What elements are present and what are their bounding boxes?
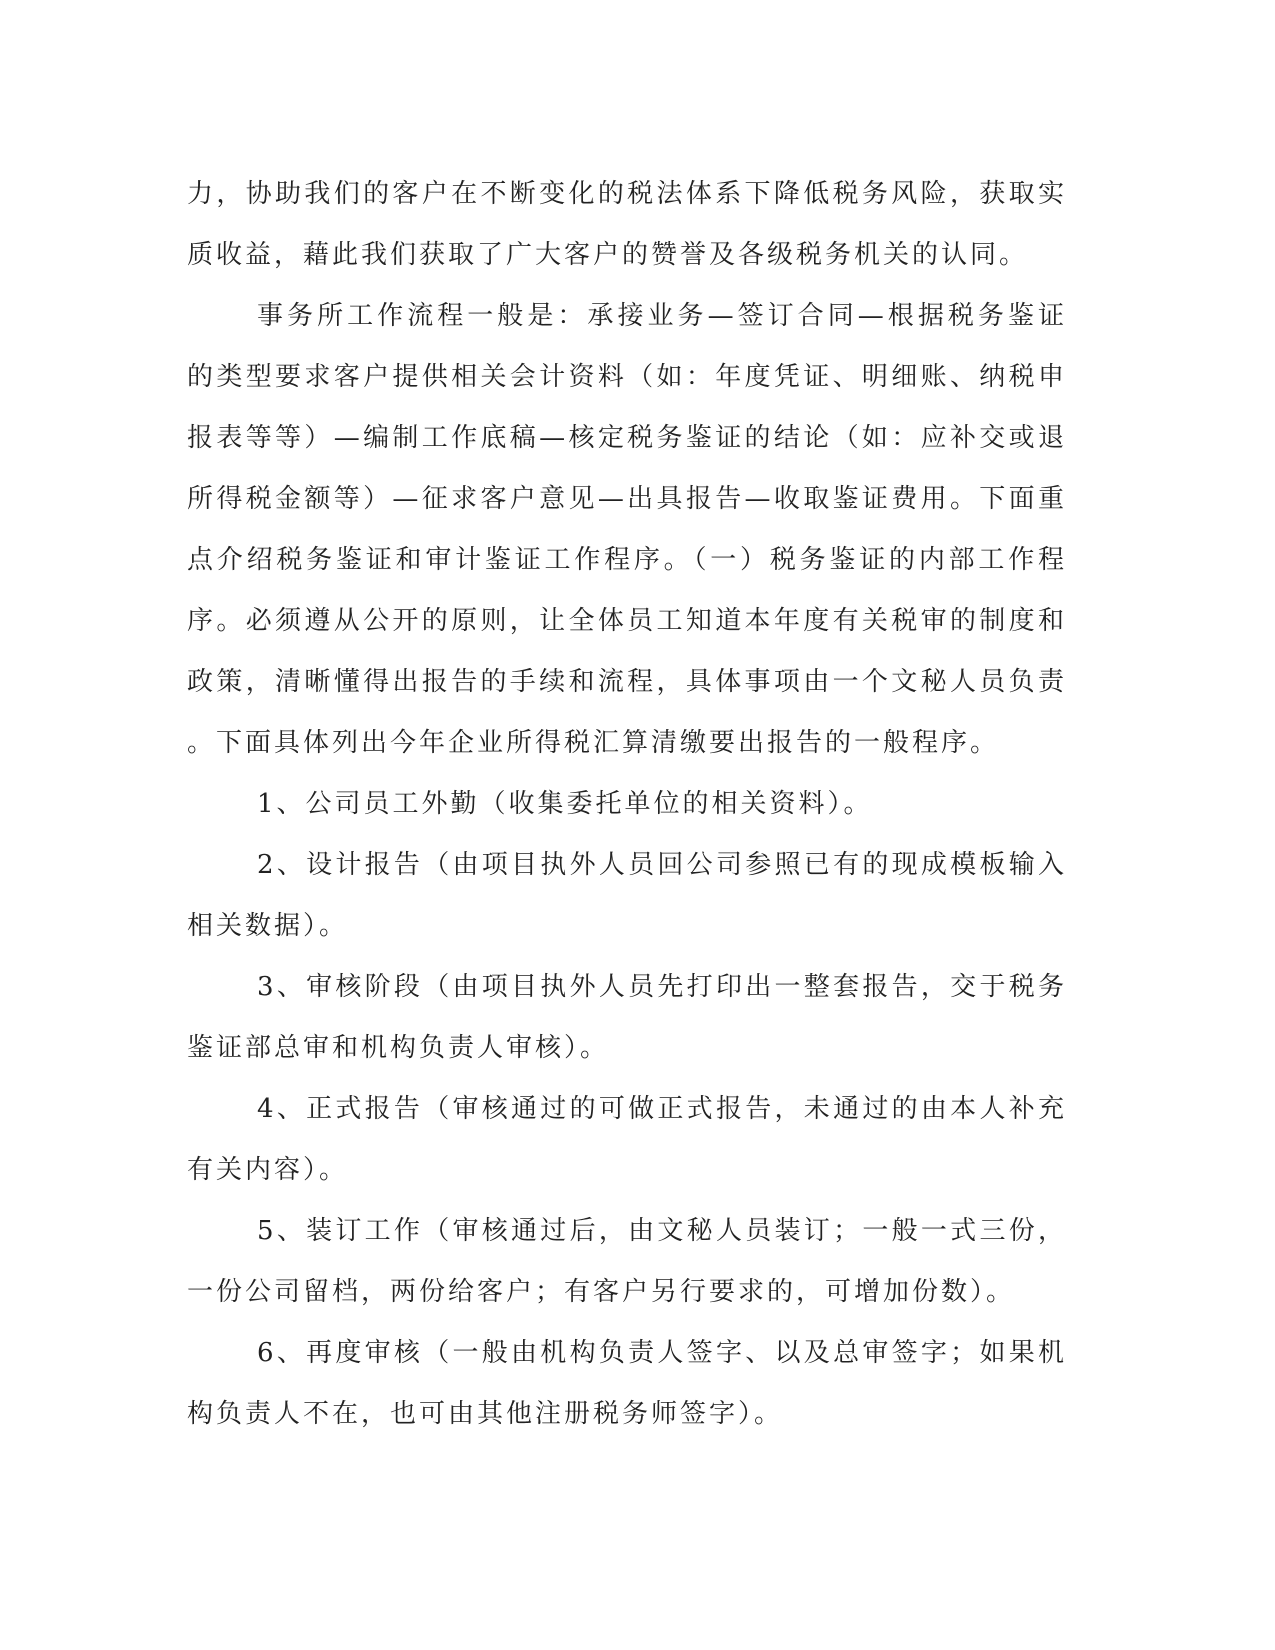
list-item-step-1: 1、公司员工外勤（收集委托单位的相关资料）。 <box>257 789 873 819</box>
paragraph-continuation: 力，协助我们的客户在不断变化的税法体系下降低税务风险，获取实质收益，藉此我们获取了广大客户的赞誉及各级税务机关的认同。 <box>187 179 1067 270</box>
list-item-step-5: 5、装订工作（审核通过后，由文秘人员装订；一般一式三份，一份公司留档，两份给客户；有客户另行要求的，可增加份数）。 <box>187 1216 1067 1307</box>
list-item-step-3: 3、审核阶段（由项目执外人员先打印出一整套报告，交于税务鉴证部总审和机构负责人审核）。 <box>187 972 1067 1063</box>
document-body <box>187 164 1067 1445</box>
list-item-step-2: 2、设计报告（由项目执外人员回公司参照已有的现成模板输入相关数据）。 <box>187 850 1067 941</box>
list-item-step-6: 6、再度审核（一般由机构负责人签字、以及总审签字；如果机构负责人不在，也可由其他注册税务师签字）。 <box>187 1338 1067 1429</box>
paragraph-workflow: 事务所工作流程一般是：承接业务—签订合同—根据税务鉴证的类型要求客户提供相关会计资料（如：年度凭证、明细账、纳税申报表等等）—编制工作底稿—核定税务鉴证的结论（如：应补交或退所得税金额等）—征求客户意见—出具报告—收取鉴证费用。下面重点介绍税务鉴证和审计鉴证工作程序。（一）税务鉴证的内部工作程序。必须遵从公开的原则，让全体员工知道本年度有关税审的制度和政策，清晰懂得出报告的手续和流程，具体事项由一个文秘人员负责。下面具体列出今年企业所得税汇算清缴要出报告的一般程序。 <box>187 301 1067 758</box>
list-item-step-4: 4、正式报告（审核通过的可做正式报告，未通过的由本人补充有关内容）。 <box>187 1094 1067 1185</box>
